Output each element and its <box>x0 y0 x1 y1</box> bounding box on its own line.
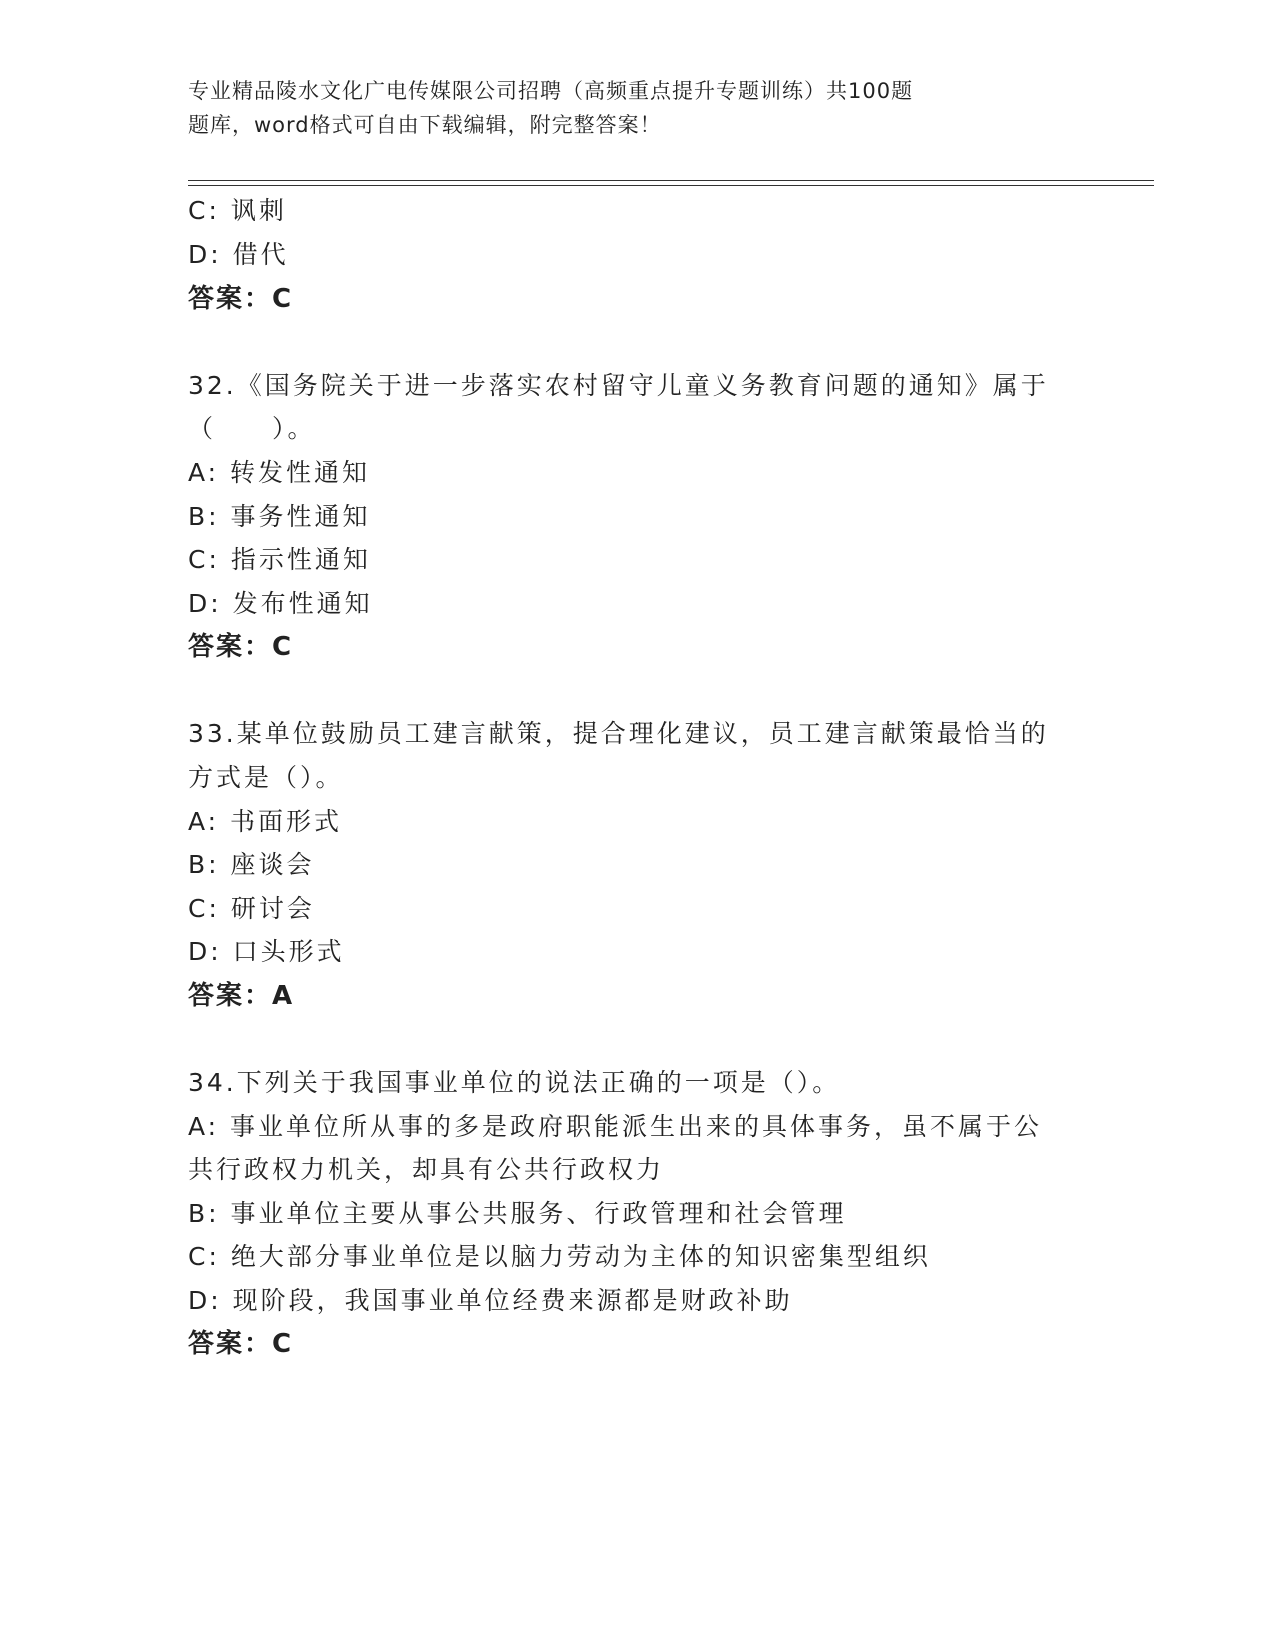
q34-option-b: B: 事业单位主要从事公共服务、行政管理和社会管理 <box>188 1199 847 1228</box>
q34-option-c: C: 绝大部分事业单位是以脑力劳动为主体的知识密集型组织 <box>188 1242 931 1271</box>
q32-option-d: D: 发布性通知 <box>188 589 373 618</box>
q32-answer: 答案：C <box>188 632 294 662</box>
q31-option-d: D: 借代 <box>188 240 289 269</box>
q33-stem-line-1: 33.某单位鼓励员工建言献策，提合理化建议，员工建言献策最恰当的 <box>188 719 1049 748</box>
document-header <box>188 74 1068 142</box>
q33-answer: 答案：A <box>188 981 295 1011</box>
header-divider-bottom <box>188 185 1154 186</box>
q32-option-b: B: 事务性通知 <box>188 502 371 531</box>
q32-stem-line-2: （ ）。 <box>188 414 316 443</box>
q33-option-d: D: 口头形式 <box>188 937 345 966</box>
q32-option-a: A: 转发性通知 <box>188 458 371 487</box>
q34-option-d: D: 现阶段，我国事业单位经费来源都是财政补助 <box>188 1286 793 1315</box>
header-line-2: 题库，word格式可自由下载编辑，附完整答案！ <box>188 113 662 137</box>
q32-stem-line-1: 32.《国务院关于进一步落实农村留守儿童义务教育问题的通知》属于 <box>188 371 1049 400</box>
q33-stem-line-2: 方式是（）。 <box>188 763 344 792</box>
q32-option-c: C: 指示性通知 <box>188 545 371 574</box>
q31-answer: 答案：C <box>188 284 294 314</box>
q34-answer: 答案：C <box>188 1329 294 1359</box>
q34-stem: 34.下列关于我国事业单位的说法正确的一项是（）。 <box>188 1068 841 1097</box>
q33-option-a: A: 书面形式 <box>188 807 343 836</box>
header-line-1: 专业精品陵水文化广电传媒限公司招聘（高频重点提升专题训练）共100题 <box>188 79 914 103</box>
q34-option-a-line-2: 共行政权力机关，却具有公共行政权力 <box>188 1155 665 1184</box>
q34-option-a-line-1: A: 事业单位所从事的多是政府职能派生出来的具体事务，虽不属于公 <box>188 1112 1043 1141</box>
header-divider-top <box>188 180 1154 181</box>
q33-option-c: C: 研讨会 <box>188 894 315 923</box>
q31-option-c: C: 讽刺 <box>188 196 287 225</box>
q33-option-b: B: 座谈会 <box>188 850 315 879</box>
